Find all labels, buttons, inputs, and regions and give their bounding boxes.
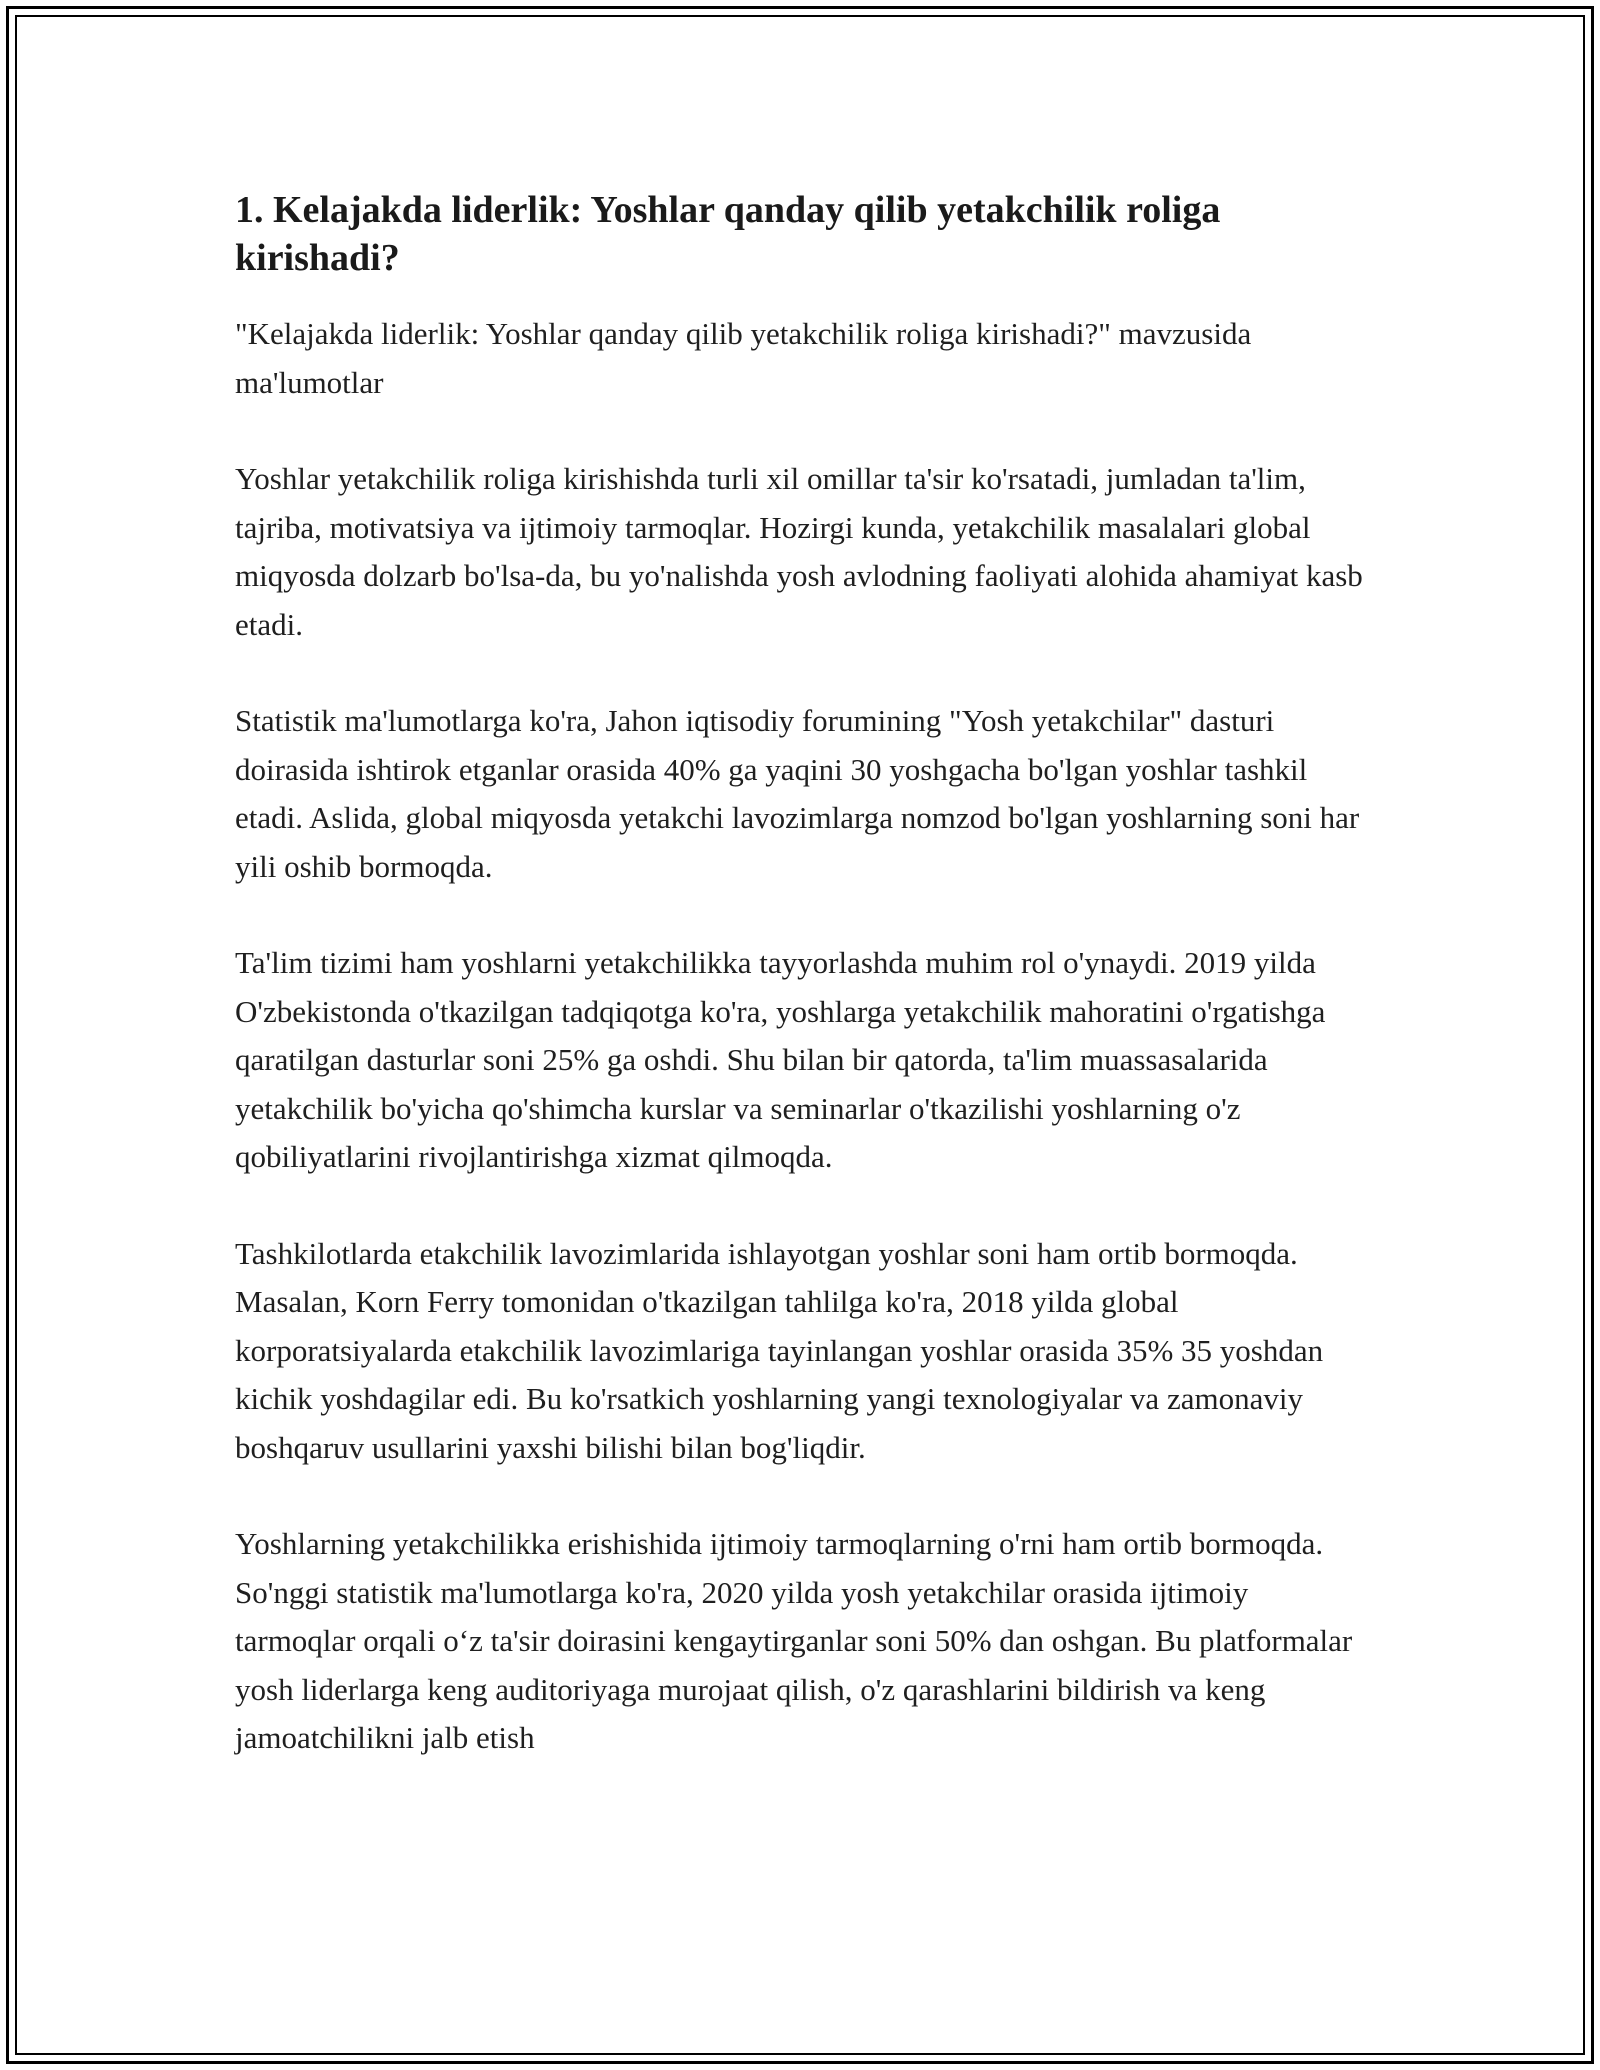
paragraph-statistics: Statistik ma'lumotlarga ko'ra, Jahon iqtisodiy forumining "Yosh yetakchilar" dasturi doirasida ishtirok etganlar orasida 40% ga yaqini 30 yoshgacha bo'lgan yoshlar tashkil etadi. Aslida, global miqyosda yetakchi lavozimlarga nomzod bo'lgan yoshlarning soni har yili oshib bormoqda. — [235, 703, 1360, 884]
paragraph-organizations: Tashkilotlarda etakchilik lavozimlarida ishlayotgan yoshlar soni ham ortib bormoqda. Masalan, Korn Ferry tomonidan o'tkazilgan tahlilga ko'ra, 2018 yilda global korporatsiyalarda etakchilik lavozimlariga tayinlangan yoshlar orasida 35% 35 yoshdan kichik yoshdagilar edi. Bu ko'rsatkich yoshlarning yangi texnologiyalar va zamonaviy boshqaruv usullarini yaxshi bilishi bilan bog'liqdir. — [235, 1235, 1324, 1465]
paragraph-social-networks: Yoshlarning yetakchilikka erishishida ijtimoiy tarmoqlarning o'rni ham ortib bormoqda. So'nggi statistik ma'lumotlarga ko'ra, 2020 yilda yosh yetakchilar orasida ijtimoiy tarmoqlar orqali o‘z ta'sir doirasini kengaytirganlar soni 50% dan oshgan. Bu platformalar yosh liderlarga keng auditoriyaga murojaat qilish, o'z qarashlarini bildirish va keng jamoatchilikni jalb etish — [235, 1526, 1353, 1755]
document-body — [235, 186, 1370, 1811]
paragraph-education: Ta'lim tizimi ham yoshlarni yetakchilikka tayyorlashda muhim rol o'ynaydi. 2019 yilda O'zbekistonda o'tkazilgan tadqiqotga ko'ra, yoshlarga yetakchilik mahoratini o'rgatishga qaratilgan dasturlar soni 25% ga oshdi. Shu bilan bir qatorda, ta'lim muassasalarida yetakchilik bo'yicha qo'shimcha kurslar va seminarlar o'tkazilishi yoshlarning o'z qobiliyatlarini rivojlantirishga xizmat qilmoqda. — [235, 945, 1326, 1174]
document-title: 1. Kelajakda liderlik: Yoshlar qanday qilib yetakchilik roliga kirishadi? — [235, 189, 1221, 279]
paragraph-intro: "Kelajakda liderlik: Yoshlar qanday qilib yetakchilik roliga kirishadi?" mavzusida ma'lumotlar — [235, 316, 1252, 400]
paragraph-factors: Yoshlar yetakchilik roliga kirishishda turli xil omillar ta'sir ko'rsatadi, jumladan ta'lim, tajriba, motivatsiya va ijtimoiy tarmoqlar. Hozirgi kunda, yetakchilik masalalari global miqyosda dolzarb bo'lsa-da, bu yo'nalishda yosh avlodning faoliyati alohida ahamiyat kasb etadi. — [235, 461, 1363, 642]
